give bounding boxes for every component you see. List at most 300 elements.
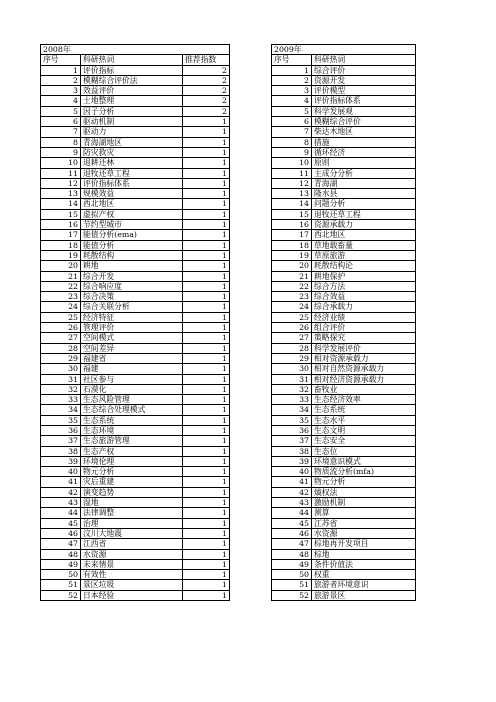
- recommend-index: 1: [183, 189, 230, 199]
- column-gap: [230, 415, 272, 425]
- row-number-2008: 24: [41, 302, 81, 312]
- column-gap: [230, 549, 272, 559]
- recommend-index: 1: [183, 230, 230, 240]
- table-row: [41, 405, 416, 415]
- table-row: [41, 199, 416, 209]
- recommend-index: 1: [183, 353, 230, 363]
- row-number-2008: 48: [41, 549, 81, 559]
- column-gap: [230, 240, 272, 250]
- recommend-index: 1: [183, 559, 230, 569]
- keyword-2009: 问题分析: [312, 199, 416, 209]
- recommend-index: 1: [183, 487, 230, 497]
- row-number-2008: 52: [41, 590, 81, 600]
- table-row: [41, 240, 416, 250]
- keyword-2009: 综合评价: [312, 65, 416, 75]
- column-gap: [230, 271, 272, 281]
- recommend-index: 1: [183, 292, 230, 302]
- row-number-2008: 18: [41, 240, 81, 250]
- row-number-2009: 6: [272, 117, 312, 127]
- keyword-2009: 熵权法: [312, 487, 416, 497]
- row-number-2008: 22: [41, 281, 81, 291]
- keyword-2009: 生态水平: [312, 415, 416, 425]
- keyword-2009: 措施: [312, 137, 416, 147]
- column-gap: [230, 467, 272, 477]
- recommend-index: 2: [183, 65, 230, 75]
- table-row: [41, 539, 416, 549]
- table-row: [41, 65, 416, 75]
- table-row: [41, 292, 416, 302]
- column-gap: [230, 261, 272, 271]
- recommend-index: 2: [183, 75, 230, 85]
- keyword-2009: 模糊综合评价: [312, 117, 416, 127]
- table-row: [41, 508, 416, 518]
- column-gap: [230, 498, 272, 508]
- keyword-2009: 策略探究: [312, 333, 416, 343]
- row-number-2008: 43: [41, 498, 81, 508]
- keyword-2008: 环境伦理: [81, 456, 183, 466]
- row-number-2009: 47: [272, 539, 312, 549]
- column-gap: [230, 312, 272, 322]
- header-keyword: 科研热词: [81, 55, 183, 65]
- keyword-2008: 经济特征: [81, 312, 183, 322]
- recommend-index: 1: [183, 158, 230, 168]
- column-gap: [230, 518, 272, 528]
- row-number-2008: 19: [41, 250, 81, 260]
- row-number-2008: 16: [41, 220, 81, 230]
- keyword-2009: 棕地: [312, 549, 416, 559]
- recommend-index: 1: [183, 384, 230, 394]
- column-gap: [230, 168, 272, 178]
- keyword-2008: 能值分析(ema): [81, 230, 183, 240]
- row-number-2009: 1: [272, 65, 312, 75]
- table-row: [41, 261, 416, 271]
- column-gap: [230, 487, 272, 497]
- keyword-2009: 科学发展评价: [312, 343, 416, 353]
- column-gap: [230, 570, 272, 580]
- recommend-index: 1: [183, 518, 230, 528]
- keyword-2008: 因子分析: [81, 106, 183, 116]
- row-number-2009: 4: [272, 96, 312, 106]
- row-number-2009: 29: [272, 353, 312, 363]
- column-gap: [230, 45, 272, 55]
- column-gap: [230, 178, 272, 188]
- column-gap: [230, 528, 272, 538]
- keyword-table: [40, 44, 416, 601]
- row-number-2008: 7: [41, 127, 81, 137]
- row-number-2008: 25: [41, 312, 81, 322]
- table-row: [41, 281, 416, 291]
- row-number-2008: 32: [41, 384, 81, 394]
- column-gap: [230, 580, 272, 590]
- keyword-2009: 生态安全: [312, 436, 416, 446]
- column-gap: [230, 96, 272, 106]
- row-number-2008: 17: [41, 230, 81, 240]
- keyword-2009: 权重: [312, 570, 416, 580]
- keyword-2009: 退牧还草工程: [312, 209, 416, 219]
- row-number-2009: 8: [272, 137, 312, 147]
- row-number-2008: 20: [41, 261, 81, 271]
- column-gap: [230, 106, 272, 116]
- header-seq-2009: 序号: [272, 55, 312, 65]
- keyword-2008: 管理评价: [81, 323, 183, 333]
- row-number-2009: 34: [272, 405, 312, 415]
- recommend-index: 1: [183, 271, 230, 281]
- recommend-index: 1: [183, 549, 230, 559]
- column-gap: [230, 353, 272, 363]
- recommend-index: 1: [183, 240, 230, 250]
- keyword-2009: 隆水县: [312, 189, 416, 199]
- row-number-2009: 16: [272, 220, 312, 230]
- row-number-2009: 21: [272, 271, 312, 281]
- table-row: [41, 189, 416, 199]
- recommend-index: 1: [183, 137, 230, 147]
- recommend-index: 1: [183, 333, 230, 343]
- year-2009-label: 2009年: [272, 45, 416, 55]
- column-gap: [230, 209, 272, 219]
- keyword-2008: 演变趋势: [81, 487, 183, 497]
- keyword-2008: 模糊综合评价法: [81, 75, 183, 85]
- keyword-2008: 综合关联分析: [81, 302, 183, 312]
- table-row: [41, 570, 416, 580]
- row-number-2009: 49: [272, 559, 312, 569]
- row-number-2009: 23: [272, 292, 312, 302]
- keyword-2009: 生态系统: [312, 405, 416, 415]
- row-number-2009: 22: [272, 281, 312, 291]
- row-number-2009: 14: [272, 199, 312, 209]
- column-gap: [230, 477, 272, 487]
- keyword-2009: 西北地区: [312, 230, 416, 240]
- table-row: [41, 384, 416, 394]
- row-number-2008: 46: [41, 528, 81, 538]
- row-number-2009: 13: [272, 189, 312, 199]
- column-gap: [230, 137, 272, 147]
- keyword-2008: 规模效益: [81, 189, 183, 199]
- recommend-index: 1: [183, 436, 230, 446]
- keyword-2008: 水资源: [81, 549, 183, 559]
- table-row: [41, 209, 416, 219]
- row-number-2008: 2: [41, 75, 81, 85]
- row-number-2009: 11: [272, 168, 312, 178]
- keyword-2008: 评价指标: [81, 65, 183, 75]
- column-gap: [230, 456, 272, 466]
- column-gap: [230, 158, 272, 168]
- column-gap: [230, 446, 272, 456]
- keyword-2008: 土地整理: [81, 96, 183, 106]
- keyword-2009: 综合方法: [312, 281, 416, 291]
- keyword-2008: 空间差异: [81, 343, 183, 353]
- keyword-2008: 福建: [81, 364, 183, 374]
- row-number-2009: 33: [272, 395, 312, 405]
- table-row: [41, 220, 416, 230]
- table-row: [41, 333, 416, 343]
- table-row: [41, 518, 416, 528]
- table-row: [41, 230, 416, 240]
- keyword-2008: 灾后重建: [81, 477, 183, 487]
- keyword-2009: 主成分分析: [312, 168, 416, 178]
- column-gap: [230, 539, 272, 549]
- row-number-2009: 45: [272, 518, 312, 528]
- table-row: [41, 312, 416, 322]
- column-gap: [230, 65, 272, 75]
- table-row: [41, 271, 416, 281]
- row-number-2008: 36: [41, 425, 81, 435]
- row-number-2009: 9: [272, 147, 312, 157]
- keyword-2008: 生态旅游管理: [81, 436, 183, 446]
- row-number-2009: 39: [272, 456, 312, 466]
- row-number-2009: 28: [272, 343, 312, 353]
- column-gap: [230, 220, 272, 230]
- recommend-index: 1: [183, 590, 230, 600]
- keyword-2009: 耕地保护: [312, 271, 416, 281]
- column-gap: [230, 405, 272, 415]
- recommend-index: 1: [183, 250, 230, 260]
- row-number-2008: 33: [41, 395, 81, 405]
- table-row: [41, 549, 416, 559]
- column-gap: [230, 147, 272, 157]
- keyword-2009: 激励机制: [312, 498, 416, 508]
- keyword-2009: 科学发展观: [312, 106, 416, 116]
- row-number-2009: 10: [272, 158, 312, 168]
- row-number-2008: 27: [41, 333, 81, 343]
- recommend-index: 1: [183, 302, 230, 312]
- row-number-2008: 21: [41, 271, 81, 281]
- row-number-2008: 13: [41, 189, 81, 199]
- keyword-2008: 驱动机制: [81, 117, 183, 127]
- keyword-2009: 旅游景区: [312, 590, 416, 600]
- table-row: [41, 106, 416, 116]
- keyword-2009: 评价指标体系: [312, 96, 416, 106]
- table-row: [41, 117, 416, 127]
- row-number-2008: 28: [41, 343, 81, 353]
- row-number-2009: 15: [272, 209, 312, 219]
- keyword-2008: 治理: [81, 518, 183, 528]
- keyword-2008: 未来情景: [81, 559, 183, 569]
- column-gap: [230, 75, 272, 85]
- row-number-2008: 10: [41, 158, 81, 168]
- table-row: [41, 477, 416, 487]
- keyword-2008: 湿地: [81, 498, 183, 508]
- recommend-index: 1: [183, 178, 230, 188]
- table-row: [41, 528, 416, 538]
- row-number-2008: 5: [41, 106, 81, 116]
- table-row: [41, 323, 416, 333]
- table-row: [41, 75, 416, 85]
- column-gap: [230, 117, 272, 127]
- row-number-2008: 49: [41, 559, 81, 569]
- row-number-2008: 47: [41, 539, 81, 549]
- table-row: [41, 302, 416, 312]
- recommend-index: 1: [183, 281, 230, 291]
- keyword-2009: 物元分析: [312, 477, 416, 487]
- table-row: [41, 436, 416, 446]
- row-number-2009: 37: [272, 436, 312, 446]
- column-gap: [230, 127, 272, 137]
- recommend-index: 1: [183, 147, 230, 157]
- recommend-index: 1: [183, 220, 230, 230]
- keyword-2008: 生态环境: [81, 425, 183, 435]
- keyword-2008: 日本经验: [81, 590, 183, 600]
- keyword-2008: 综合响应度: [81, 281, 183, 291]
- header-row: [41, 55, 416, 65]
- column-gap: [230, 395, 272, 405]
- table-row: [41, 590, 416, 600]
- table-row: [41, 137, 416, 147]
- row-number-2008: 12: [41, 178, 81, 188]
- keyword-2008: 景区垃圾: [81, 580, 183, 590]
- keyword-2008: 西北地区: [81, 199, 183, 209]
- table-row: [41, 374, 416, 384]
- keyword-2008: 生态综合处理模式: [81, 405, 183, 415]
- column-gap: [230, 384, 272, 394]
- column-gap: [230, 436, 272, 446]
- keyword-2008: 生态系统: [81, 415, 183, 425]
- recommend-index: 1: [183, 456, 230, 466]
- recommend-index: 1: [183, 425, 230, 435]
- keyword-2008: 空间模式: [81, 333, 183, 343]
- keyword-2008: 防灾救灾: [81, 147, 183, 157]
- column-gap: [230, 343, 272, 353]
- table-row: [41, 467, 416, 477]
- row-number-2009: 35: [272, 415, 312, 425]
- keyword-2009: 资源开发: [312, 75, 416, 85]
- row-number-2008: 23: [41, 292, 81, 302]
- keyword-2009: 组合评价: [312, 323, 416, 333]
- table-row: [41, 96, 416, 106]
- keyword-2008: 福建省: [81, 353, 183, 363]
- keyword-2009: 棕地再开发项目: [312, 539, 416, 549]
- table-row: [41, 168, 416, 178]
- column-gap: [230, 590, 272, 600]
- recommend-index: 1: [183, 209, 230, 219]
- row-number-2009: 27: [272, 333, 312, 343]
- table-row: [41, 147, 416, 157]
- keyword-2008: 评价指标体系: [81, 178, 183, 188]
- row-number-2009: 25: [272, 312, 312, 322]
- keyword-2009: 经济业绩: [312, 312, 416, 322]
- table-row: [41, 353, 416, 363]
- column-gap: [230, 250, 272, 260]
- row-number-2008: 9: [41, 147, 81, 157]
- row-number-2008: 3: [41, 86, 81, 96]
- table-row: [41, 127, 416, 137]
- recommend-index: 1: [183, 168, 230, 178]
- row-number-2008: 26: [41, 323, 81, 333]
- keyword-2009: 草原旅游: [312, 250, 416, 260]
- keyword-2009: 旅游者环境意识: [312, 580, 416, 590]
- column-gap: [230, 425, 272, 435]
- year-row: [41, 45, 416, 55]
- table-row: [41, 178, 416, 188]
- column-gap: [230, 281, 272, 291]
- row-number-2008: 31: [41, 374, 81, 384]
- row-number-2008: 14: [41, 199, 81, 209]
- row-number-2009: 30: [272, 364, 312, 374]
- row-number-2008: 35: [41, 415, 81, 425]
- row-number-2009: 24: [272, 302, 312, 312]
- keyword-2009: 测算: [312, 508, 416, 518]
- keyword-2009: 评价模型: [312, 86, 416, 96]
- keyword-2008: 生态产权: [81, 446, 183, 456]
- keyword-2008: 耗散结构: [81, 250, 183, 260]
- recommend-index: 1: [183, 498, 230, 508]
- column-gap: [230, 333, 272, 343]
- table-row: [41, 456, 416, 466]
- recommend-index: 1: [183, 323, 230, 333]
- header-seq: 序号: [41, 55, 81, 65]
- keyword-2009: 生态文明: [312, 425, 416, 435]
- keyword-2008: 能值分析: [81, 240, 183, 250]
- recommend-index: 1: [183, 117, 230, 127]
- recommend-index: 1: [183, 199, 230, 209]
- recommend-index: 1: [183, 539, 230, 549]
- row-number-2009: 7: [272, 127, 312, 137]
- row-number-2009: 2: [272, 75, 312, 85]
- table-row: [41, 498, 416, 508]
- row-number-2008: 45: [41, 518, 81, 528]
- recommend-index: 1: [183, 312, 230, 322]
- table-row: [41, 343, 416, 353]
- recommend-index: 2: [183, 106, 230, 116]
- row-number-2009: 43: [272, 498, 312, 508]
- keyword-2008: 效益评价: [81, 86, 183, 96]
- row-number-2008: 42: [41, 487, 81, 497]
- recommend-index: 1: [183, 508, 230, 518]
- keyword-2009: 环境意识模式: [312, 456, 416, 466]
- table-row: [41, 487, 416, 497]
- row-number-2008: 41: [41, 477, 81, 487]
- keyword-2008: 物元分析: [81, 467, 183, 477]
- row-number-2008: 38: [41, 446, 81, 456]
- recommend-index: 1: [183, 528, 230, 538]
- recommend-index: 1: [183, 374, 230, 384]
- column-gap: [230, 559, 272, 569]
- row-number-2009: 46: [272, 528, 312, 538]
- keyword-2008: 汶川大地震: [81, 528, 183, 538]
- keyword-2009: 水资源: [312, 528, 416, 538]
- keyword-2008: 节约型城市: [81, 220, 183, 230]
- row-number-2009: 50: [272, 570, 312, 580]
- keyword-2009: 物质流分析(mfa): [312, 467, 416, 477]
- row-number-2009: 19: [272, 250, 312, 260]
- row-number-2008: 1: [41, 65, 81, 75]
- row-number-2009: 44: [272, 508, 312, 518]
- keyword-2008: 综合开发: [81, 271, 183, 281]
- row-number-2008: 37: [41, 436, 81, 446]
- row-number-2009: 17: [272, 230, 312, 240]
- recommend-index: 1: [183, 261, 230, 271]
- keyword-2008: 生态风险管理: [81, 395, 183, 405]
- keyword-2009: 青海湖: [312, 178, 416, 188]
- table-row: [41, 395, 416, 405]
- keyword-2009: 生态位: [312, 446, 416, 456]
- row-number-2008: 29: [41, 353, 81, 363]
- recommend-index: 1: [183, 343, 230, 353]
- recommend-index: 1: [183, 405, 230, 415]
- keyword-2009: 相对自然资源承载力: [312, 364, 416, 374]
- recommend-index: 1: [183, 364, 230, 374]
- row-number-2009: 48: [272, 549, 312, 559]
- keyword-2009: 原则: [312, 158, 416, 168]
- keyword-2009: 条件价值法: [312, 559, 416, 569]
- row-number-2008: 15: [41, 209, 81, 219]
- keyword-2009: 生态经济效率: [312, 395, 416, 405]
- row-number-2009: 40: [272, 467, 312, 477]
- column-gap: [230, 230, 272, 240]
- column-gap: [230, 292, 272, 302]
- year-2008-label: 2008年: [41, 45, 230, 55]
- keyword-2008: 有效性: [81, 570, 183, 580]
- keyword-2008: 虚拟产权: [81, 209, 183, 219]
